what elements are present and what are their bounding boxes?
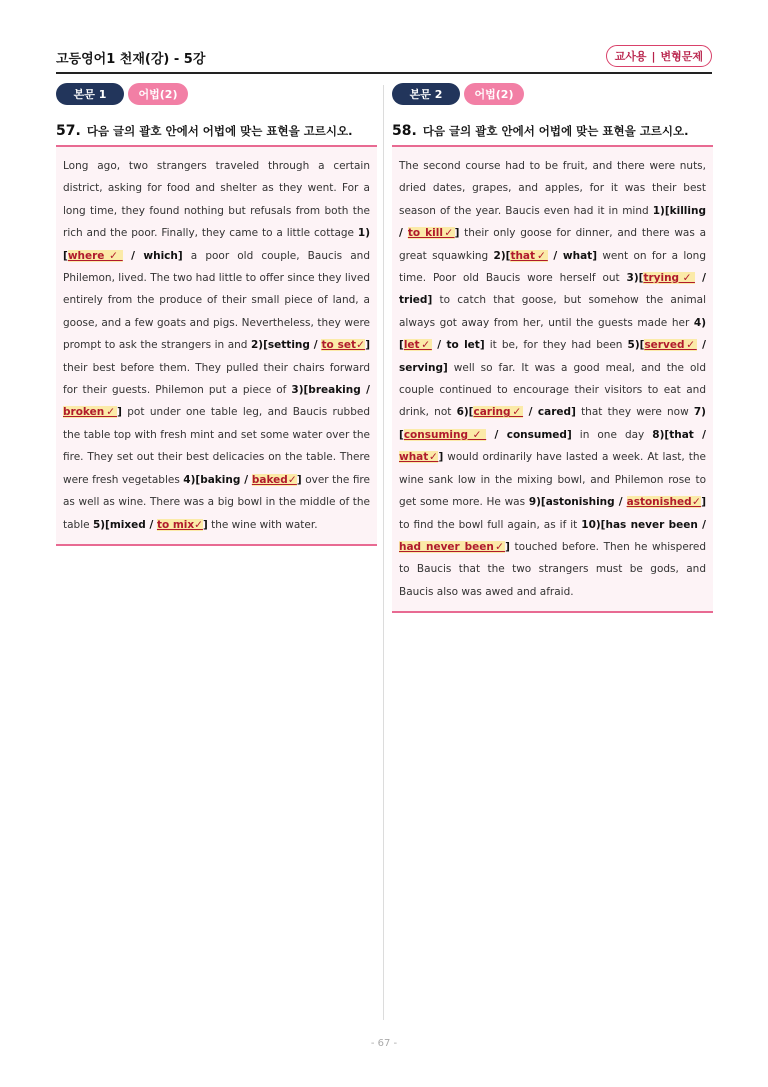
question-instruction: 다음 글의 괄호 안에서 어법에 맞는 표현을 고르시오. bbox=[86, 124, 353, 138]
bracket-close: ] bbox=[592, 249, 597, 262]
passage-text: it be, for they had been bbox=[484, 339, 628, 352]
choice-separator: / bbox=[693, 428, 706, 441]
correct-answer: what✓ bbox=[399, 451, 439, 464]
header-rule bbox=[56, 72, 712, 74]
correct-answer: trying✓ bbox=[643, 272, 695, 285]
passage-text: Long ago, two strangers traveled through a certain district, asking for food and shelter as they went. For a long time, they found nothing but refusals from both the rich and the poor. Finally, they came to a little cottage bbox=[63, 160, 370, 240]
item-number: 8)[ bbox=[652, 428, 670, 441]
item-number: 5)[ bbox=[92, 518, 110, 531]
passage-text: well so far. It was a good meal, and the old couple continued to encourage their visitors to eat and drink, not bbox=[399, 361, 706, 419]
correct-answer: astonished✓ bbox=[626, 496, 702, 509]
badge-separator: | bbox=[651, 49, 656, 63]
choice-option: to let bbox=[446, 339, 480, 352]
passage-text: the wine with water. bbox=[207, 518, 318, 531]
bracket-close: ] bbox=[571, 406, 576, 419]
question-57 bbox=[56, 83, 377, 546]
bracket-close: ] bbox=[438, 451, 444, 464]
item-number: 1)[ bbox=[63, 227, 370, 262]
correct-answer: where✓ bbox=[67, 249, 123, 262]
choice-separator: / bbox=[309, 339, 322, 352]
item-number: 4)[ bbox=[399, 316, 706, 352]
type-pill: 어법(2) bbox=[464, 83, 524, 105]
bracket-close: ] bbox=[701, 496, 706, 509]
question-instruction: 다음 글의 괄호 안에서 어법에 맞는 표현을 고르시오. bbox=[422, 124, 689, 138]
item-number: 3)[ bbox=[626, 272, 644, 285]
choice-option: mixed bbox=[109, 518, 146, 531]
section-pills bbox=[392, 83, 713, 105]
section-pill: 본문 2 bbox=[392, 83, 460, 105]
choice-separator: / bbox=[614, 496, 627, 509]
item-number: 5)[ bbox=[627, 339, 645, 352]
badge-variant: 변형문제 bbox=[660, 50, 703, 63]
bracket-close: ] bbox=[202, 518, 208, 531]
choice-option: baking bbox=[200, 473, 241, 486]
passage-text: touched before. Then he whispered to Baucis that the two strangers must be gods, and Baucis also was awed and afraid. bbox=[399, 540, 706, 598]
passage-text: went on for a long time. Poor old Baucis wore herself out bbox=[399, 249, 706, 285]
passage-text: pot under one table leg, and Baucis rubbed the table top with fresh mint and set some water over the fire. They set out their best delicacies on the table. There were fresh vegetables bbox=[63, 406, 370, 486]
correct-answer: served✓ bbox=[644, 339, 697, 352]
page-number: - 67 - bbox=[370, 1038, 398, 1049]
bracket-close: ] bbox=[427, 294, 433, 307]
choice-option: tried bbox=[399, 294, 428, 307]
passage-text: to find the bowl full again, as if it bbox=[399, 518, 582, 531]
choice-separator: / bbox=[694, 272, 706, 285]
bracket-close: ] bbox=[296, 473, 302, 486]
choice-separator: / bbox=[360, 384, 370, 397]
choice-separator: / bbox=[431, 339, 447, 352]
item-number: 9)[ bbox=[528, 496, 546, 509]
badge-teacher: 교사용 bbox=[614, 50, 647, 63]
question-title bbox=[392, 123, 713, 139]
correct-answer: broken✓ bbox=[63, 406, 118, 419]
correct-answer: caring✓ bbox=[473, 406, 524, 419]
choice-separator: / bbox=[122, 249, 144, 262]
item-number: 2)[ bbox=[493, 249, 511, 262]
page-title: 고등영어1 천재(강) - 5강 bbox=[56, 52, 206, 67]
correct-answer: consuming✓ bbox=[403, 428, 487, 441]
correct-answer: to kill✓ bbox=[407, 227, 455, 240]
passage-text: The second course had to be fruit, and there were nuts, dried dates, grapes, and apples, for it was their best season of the year. Baucis even had it in mind bbox=[399, 160, 706, 217]
correct-answer: let✓ bbox=[403, 339, 432, 352]
item-number: 3)[ bbox=[291, 384, 309, 397]
item-number: 6)[ bbox=[456, 406, 474, 419]
section-pills bbox=[56, 83, 377, 105]
bracket-close: ] bbox=[117, 406, 122, 419]
choice-option: serving bbox=[399, 361, 443, 374]
bracket-close: ] bbox=[505, 540, 510, 553]
question-number: 58. bbox=[392, 123, 417, 139]
choice-separator: / bbox=[399, 227, 408, 240]
choice-option: that bbox=[669, 428, 694, 441]
choice-option: what bbox=[562, 249, 593, 262]
choice-separator: / bbox=[240, 473, 252, 486]
correct-answer: had never been✓ bbox=[399, 540, 506, 553]
choice-option: which bbox=[143, 249, 178, 262]
passage-text: their best before them. They pulled their chairs forward for their guests. Philemon put a piece of bbox=[63, 361, 370, 397]
choice-separator: / bbox=[696, 339, 706, 352]
correct-answer: baked✓ bbox=[251, 473, 297, 486]
bracket-close: ] bbox=[479, 339, 485, 352]
edition-badge bbox=[606, 45, 712, 67]
choice-option: breaking bbox=[308, 384, 361, 397]
choice-separator: / bbox=[486, 428, 507, 441]
choice-separator: / bbox=[145, 518, 157, 531]
section-pill: 본문 1 bbox=[56, 83, 124, 105]
question-title bbox=[56, 123, 377, 139]
correct-answer: to mix✓ bbox=[156, 518, 203, 531]
choice-separator: / bbox=[523, 406, 538, 419]
bracket-close: ] bbox=[177, 249, 183, 262]
choice-separator: / bbox=[547, 249, 563, 262]
item-number: 10)[ bbox=[581, 518, 606, 531]
bracket-close: ] bbox=[566, 428, 572, 441]
item-number: 7)[ bbox=[399, 406, 706, 441]
passage bbox=[56, 147, 377, 546]
passage-text: in one day bbox=[571, 428, 653, 441]
passage-text: a poor old couple, Baucis and Philemon, lived. The two had little to offer since they lived entirely from the produce of their small piece of land, a goose, and a few goats and pigs. Nevertheless, they were prompt to ask the strangers in and bbox=[63, 249, 370, 352]
correct-answer: that✓ bbox=[510, 249, 548, 262]
passage-text: that they were now bbox=[575, 406, 694, 419]
choice-option: has never been bbox=[605, 518, 698, 531]
choice-option: cared bbox=[537, 406, 572, 419]
choice-option: consumed bbox=[506, 428, 567, 441]
bracket-close: ] bbox=[442, 361, 448, 374]
question-number: 57. bbox=[56, 123, 81, 139]
choice-option: astonishing bbox=[545, 496, 615, 509]
passage-text: over the fire as well as wine. There was a big bowl in the middle of the table bbox=[63, 473, 370, 531]
question-58 bbox=[392, 83, 713, 613]
passage-text: to catch that goose, but somehow the animal always got away from her, until the guests made her bbox=[399, 294, 706, 329]
item-number: 2)[ bbox=[251, 339, 268, 352]
item-number: 1)[ bbox=[652, 204, 670, 217]
type-pill: 어법(2) bbox=[128, 83, 188, 105]
correct-answer: to set✓ bbox=[321, 339, 366, 352]
passage-text: would ordinarily have lasted a week. At last, the wine sank low in the mixing bowl, and Philemon rose to get some more. He was bbox=[399, 451, 707, 509]
column-divider bbox=[383, 85, 384, 1020]
passage-text: their only goose for dinner, and there was a great squawking bbox=[399, 227, 707, 262]
bracket-close: ] bbox=[454, 227, 460, 240]
passage bbox=[392, 147, 713, 613]
bracket-close: ] bbox=[365, 339, 370, 352]
item-number: 4)[ bbox=[183, 473, 201, 486]
choice-option: setting bbox=[267, 339, 310, 352]
choice-separator: / bbox=[697, 518, 706, 531]
choice-option: killing bbox=[669, 204, 706, 217]
